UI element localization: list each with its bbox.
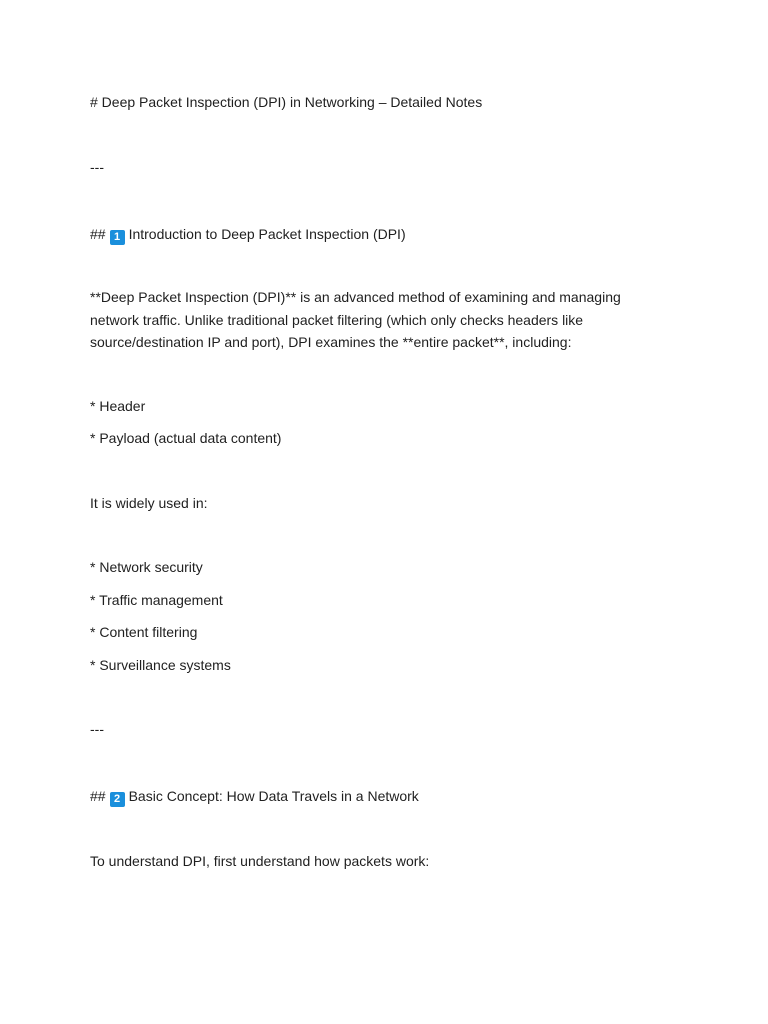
number-one-icon: 1 [110, 230, 125, 245]
list-item-header: * Header [90, 398, 146, 414]
section-1-heading-text: Introduction to Deep Packet Inspection (DPI) [128, 226, 406, 242]
section-2-heading-text: Basic Concept: How Data Travels in a Network [128, 788, 419, 804]
list-item-traffic-management: * Traffic management [90, 592, 223, 608]
uses-intro: It is widely used in: [90, 495, 208, 511]
list-item-content-filtering: * Content filtering [90, 624, 198, 640]
list-item-network-security: * Network security [90, 559, 203, 575]
section-1-heading [90, 225, 406, 245]
divider-2: --- [90, 721, 104, 737]
heading-prefix: ## [90, 788, 106, 804]
list-item-surveillance-systems: * Surveillance systems [90, 657, 231, 673]
number-two-icon: 2 [110, 792, 125, 807]
section-2-intro: To understand DPI, first understand how packets work: [90, 853, 430, 869]
list-item-payload: * Payload (actual data content) [90, 430, 282, 446]
divider-1: --- [90, 159, 104, 175]
section-2-heading [90, 787, 419, 807]
section-1-intro: **Deep Packet Inspection (DPI)** is an advanced method of examining and managing network traffic. Unlike traditional packet filtering (which only checks headers like source/destination IP and port), DPI examines the **entire packet**, including: [90, 289, 621, 350]
document-title: # Deep Packet Inspection (DPI) in Networking – Detailed Notes [90, 94, 483, 110]
heading-prefix: ## [90, 226, 106, 242]
